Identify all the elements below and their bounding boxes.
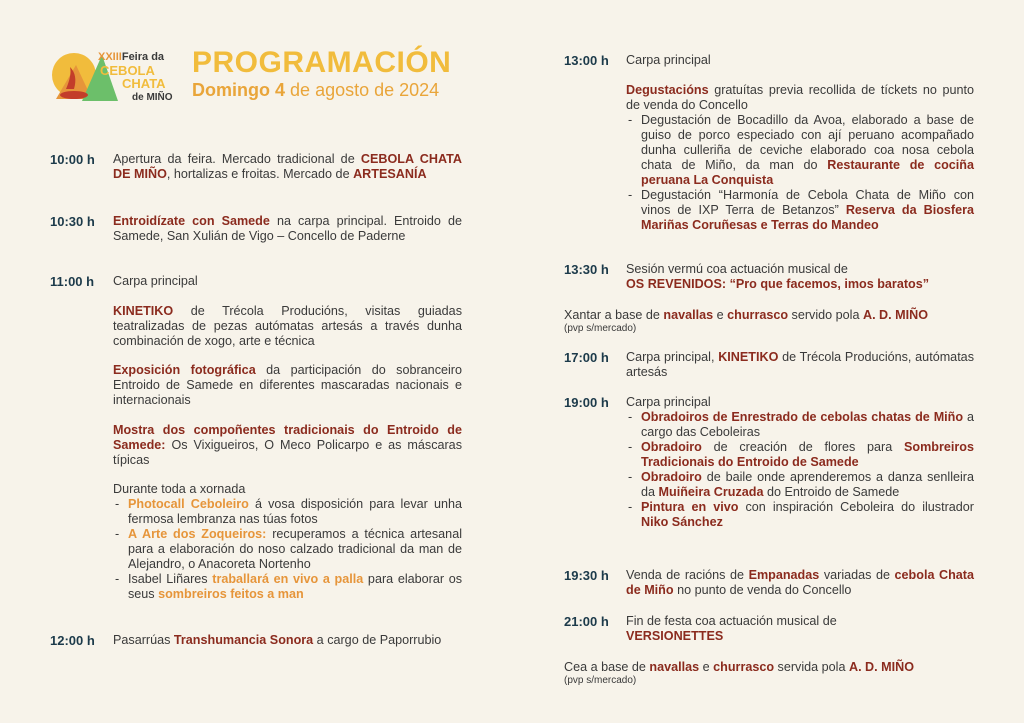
text: de Trécola Producións, visitas guiadas teatralizadas de pezas autómatas artesás a través dunha combinación de xogo, arte e técnica [113,304,462,348]
text: de Trécola Producións, autómatas artesás [626,350,974,379]
text: Venda de racións de [626,568,749,582]
highlight: A Arte dos Zoqueiros: [128,527,267,541]
expo-block [113,363,462,408]
highlight: KINETIKO [113,304,174,318]
page-title: PROGRAMACIÓN [192,46,452,79]
highlight: A. D. MIÑO [848,660,915,674]
list-item [113,527,462,572]
time-label: 10:30 h [50,214,95,229]
text: para elaborar os seus [128,572,462,601]
entry-text [113,214,462,244]
text: de creación de flores para [701,440,904,454]
highlight: Niko Sánchez [641,515,723,529]
highlight: churrasco [713,660,775,674]
text: Cea a base de [564,660,650,674]
entry-text: Carpa principal [626,395,711,409]
time-label: 19:30 h [564,568,609,583]
highlight: Transhumancia Sonora [173,633,314,647]
entry-2100 [564,614,974,644]
text: á vosa disposición para levar unha fermosa lembranza nas túas fotos [128,497,462,526]
page-subtitle [192,80,439,100]
text: do Entroido de Samede [763,485,900,499]
highlight: A. D. MIÑO [862,308,929,322]
entry-1930 [564,568,974,598]
entry-1000 [50,152,462,182]
list-item [626,410,974,440]
entry-1330 [564,262,974,292]
subtitle-rest: de agosto de 2024 [290,80,440,100]
text: servido pola [788,308,863,322]
text: da participación do sobranceiro Entroido de Samede en diferentes mascaradas nacionais e internacionais [113,363,462,407]
subtitle-day: Domingo [192,80,270,100]
entry-text: Fin de festa coa actuación musical de [626,614,837,628]
highlight: Entroidízate con Samede [113,214,270,228]
text: no punto de venda do Concello [673,583,852,597]
degustacions-list [626,113,974,233]
highlight: Obradoiros de Enrestrado de cebolas chatas de Miño [641,410,964,424]
time-label: 13:30 h [564,262,609,277]
entry-text [626,350,974,380]
logo-edition: XXIII [98,51,122,63]
entry-1200 [50,633,462,648]
text: servida pola [774,660,849,674]
logo-line4: de MIÑO [132,92,173,103]
text: Isabel Liñares [128,572,213,586]
text: de baile onde aprenderemos a danza senlleira da [641,470,974,499]
time-label: 10:00 h [50,152,95,167]
entry-1900 [564,395,974,530]
price-note: (pvp s/mercado) [564,323,637,334]
text: Degustación de Bocadillo da Avoa, elaborado a base de guiso de porco especiado con ají peruano acompañado dunha culleriña de ceviche elaborado coa nosa cebola chata de Miño, da man do [641,113,974,172]
cebola-logo-icon [52,49,176,103]
xantar-block [564,308,974,335]
highlight: Photocall Ceboleiro [128,497,249,511]
highlight: sombreiros feitos a man [158,587,304,601]
text: Carpa principal, [626,350,719,364]
degustacions-text [626,83,974,113]
highlight: Mostra dos compoñentes tradicionais do Entroido de Samede: [113,423,462,452]
highlight: navallas [663,308,714,322]
list-item [113,572,462,602]
text: Xantar a base de [564,308,664,322]
text: recuperamos a técnica artesanal para a elaboración do noso calzado tradicional da man de Alejandro, o Anacoreta Nortenho [128,527,462,571]
text: variadas de [819,568,895,582]
text: Degustación “Harmonía de Cebola Chata de Miño con vinos de IXP Terra de Betanzos” [641,188,974,217]
highlight: Pintura en vivo [641,500,739,514]
time-label: 11:00 h [50,274,95,289]
list-item [626,188,974,233]
highlight: Degustacións [626,83,709,97]
xornada-list [113,497,462,602]
cea-text [564,660,974,675]
highlight: VERSIONETTES [626,629,724,643]
text: Os Vixigueiros, O Meco Policarpo e as máscaras típicas [113,438,462,467]
logo-line1: Feira da [121,51,165,63]
text: na carpa principal. Entroido de Samede, San Xulián de Vigo – Concello de Paderne [113,214,463,243]
entry-text [113,152,462,182]
xornada-block [113,482,462,602]
highlight: ARTESANÍA [353,167,427,181]
highlight: churrasco [727,308,789,322]
text: Pasarrúas [113,633,174,647]
highlight: Sombreiros Tradicionais do Entroido de Samede [641,440,974,469]
logo-line2: CEBOLA [100,63,155,78]
text: Apertura da feira. Mercado tradicional de [113,152,361,166]
time-label: 17:00 h [564,350,609,365]
highlight: Restaurante de cociña peruana La Conquista [641,158,974,187]
entry-text: Carpa principal [113,274,198,288]
highlight: navallas [649,660,700,674]
entry-1030 [50,214,462,244]
text: e [699,660,714,674]
highlight: cebola Chata de Miño [626,568,974,597]
highlight: Obradoiro [641,440,702,454]
mostra-block [113,423,462,468]
subtitle-num: 4 [275,80,286,100]
list-item [626,113,974,188]
list-item [626,500,974,530]
text: , hortalizas e froitas. Mercado de [166,167,354,181]
highlight: Muiñeira Cruzada [658,485,764,499]
text: a cargo das Ceboleiras [641,410,975,439]
entry-text: Sesión vermú coa actuación musical de [626,262,848,276]
highlight: traballará en vivo a palla [212,572,364,586]
entry-text [113,633,462,648]
list-item [626,440,974,470]
text: e [713,308,728,322]
entry-text: Carpa principal [626,53,711,67]
highlight: Exposición fotográfica [113,363,256,377]
time-label: 19:00 h [564,395,609,410]
entry-text [626,568,974,598]
xornada-intro: Durante toda a xornada [113,482,246,496]
entry-1300 [564,53,974,233]
text: gratuítas previa recollida de tíckets no punto de venda do Concello [626,83,974,112]
time-label: 21:00 h [564,614,609,629]
entry-1100 [50,274,462,289]
highlight: Reserva da Biosfera Mariñas Coruñesas e Terras do Mandeo [641,203,974,232]
xantar-text [564,308,974,323]
header [52,44,472,108]
list-item [113,497,462,527]
highlight: Empanadas [748,568,820,582]
text: con inspiración Ceboleira do ilustrador [738,500,974,514]
kinetiko-block [113,304,462,349]
highlight: OS REVENIDOS: “Pro que facemos, imos baratos” [626,277,930,291]
time-label: 12:00 h [50,633,95,648]
price-note: (pvp s/mercado) [564,675,637,686]
highlight: CEBOLA CHATA DE MIÑO [113,152,462,181]
entry-1700 [564,350,974,380]
text: a cargo de Paporrubio [313,633,442,647]
highlight: KINETIKO [718,350,779,364]
logo-line3: CHATA [122,76,166,91]
highlight: Obradoiro [641,470,702,484]
list-item [626,470,974,500]
cea-block [564,660,974,687]
time-label: 13:00 h [564,53,609,68]
obradoiros-list [626,410,974,530]
